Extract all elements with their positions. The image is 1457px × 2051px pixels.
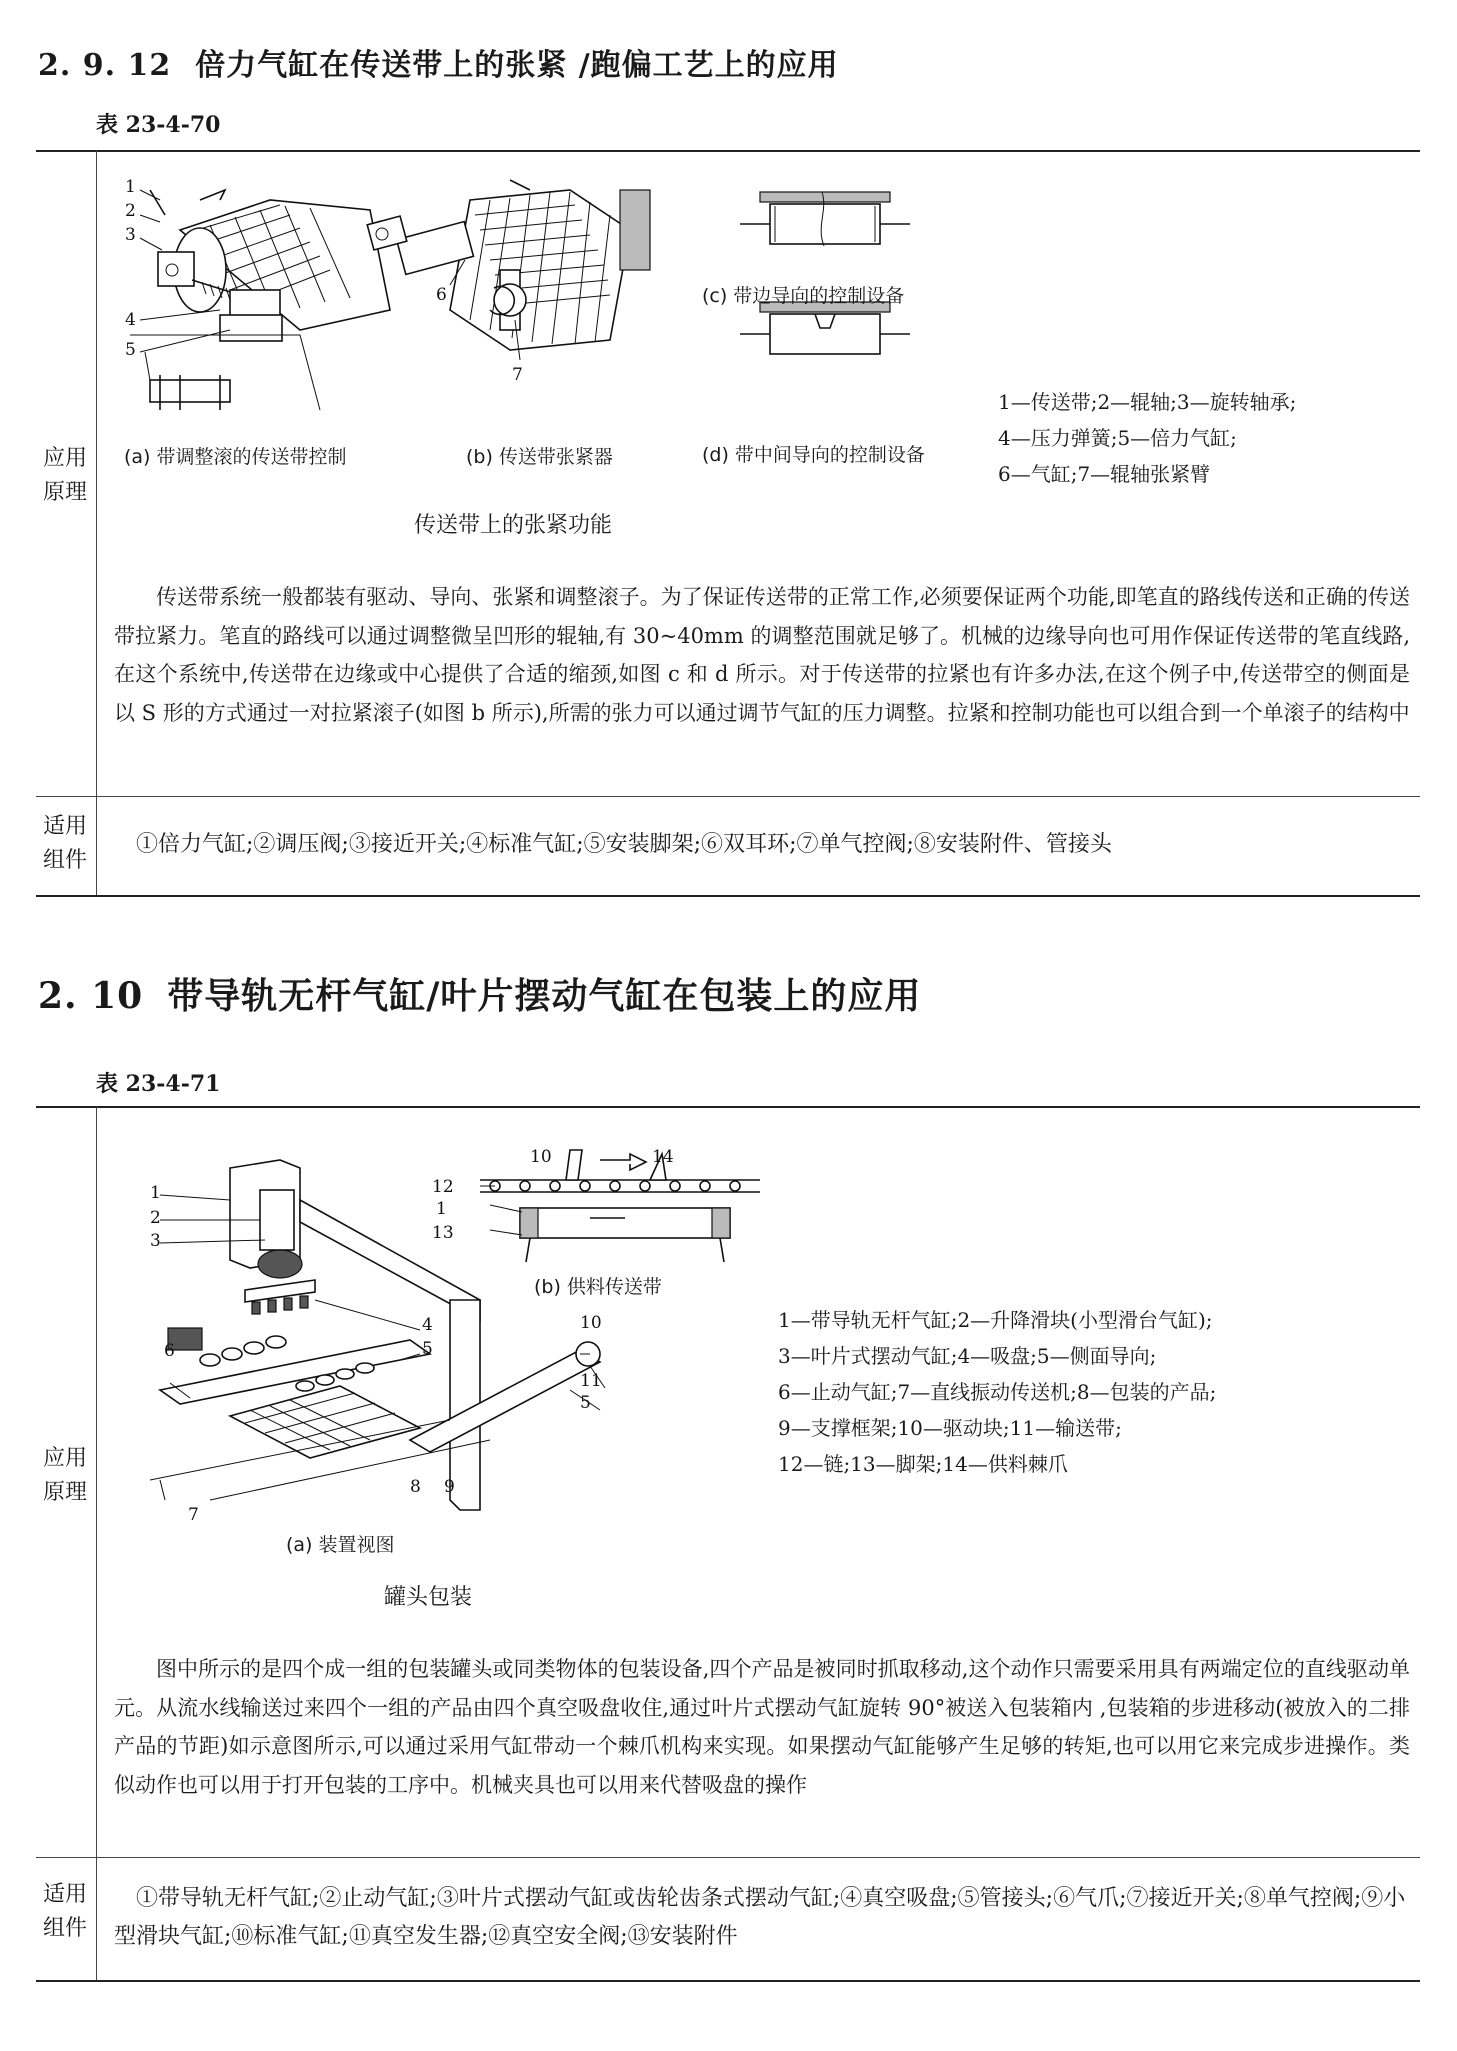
fig-a2-num-4: 4 [422, 1315, 433, 1335]
table-1-principle-label: 应用 原理 [42, 446, 87, 505]
legend-2-line-3: 6—止动气缸;7—直线振动传送机;8—包装的产品; [778, 1380, 1217, 1404]
fig-b-drawing [367, 180, 650, 385]
fig-b2-num-14: 14 [652, 1147, 674, 1167]
fig-a-drawing [125, 177, 390, 410]
fig-a-caption: (a) 带调整滚的传送带控制 [124, 446, 347, 468]
figure-1-legend [998, 384, 1296, 492]
fig-a2-num-10: 10 [580, 1313, 602, 1333]
table-2-column-divider [96, 1107, 97, 1980]
section-2-number: 2. 10 [38, 975, 144, 1017]
table-1-top-rule [36, 150, 1420, 152]
fig-b2-num-1: 1 [436, 1199, 447, 1219]
fig-a-num-5: 5 [125, 340, 136, 360]
table-2-components-label: 适用 组件 [42, 1882, 87, 1941]
fig-b2-num-13: 13 [432, 1223, 454, 1243]
figure-2-legend [778, 1302, 1216, 1482]
fig-b-caption: (b) 传送带张紧器 [466, 446, 613, 468]
fig-a2-num-1: 1 [150, 1183, 161, 1203]
fig-a2-caption: (a) 装置视图 [286, 1534, 395, 1556]
fig-a2-num-6: 6 [164, 1341, 175, 1361]
legend-2-line-2: 3—叶片式摆动气缸;4—吸盘;5—侧面导向; [778, 1344, 1157, 1368]
figure-2-title: 罐头包装 [384, 1585, 473, 1610]
table-1-row-divider [36, 796, 1420, 797]
fig-b2-num-10: 10 [530, 1147, 552, 1167]
section-2-title: 带导轨无杆气缸/叶片摆动气缸在包装上的应用 [167, 975, 922, 1017]
fig-b-num-7: 7 [512, 365, 523, 385]
fig-b2-drawing [432, 1147, 760, 1262]
fig-a2-num-5b: 5 [580, 1393, 591, 1413]
legend-1-line-2: 4—压力弹簧;5—倍力气缸; [998, 426, 1237, 450]
fig-c-caption: (c) 带边导向的控制设备 [702, 285, 905, 307]
legend-1-line-1: 1—传送带;2—辊轴;3—旋转轴承; [998, 390, 1297, 414]
fig-a-num-4: 4 [125, 310, 136, 330]
fig-a2-num-2: 2 [150, 1208, 161, 1228]
fig-a-num-2: 2 [125, 201, 136, 221]
table-2-row-divider [36, 1857, 1420, 1858]
legend-2-line-4: 9—支撑框架;10—驱动块;11—输送带; [778, 1416, 1122, 1440]
fig-a2-num-7: 7 [188, 1505, 199, 1520]
fig-a-num-1: 1 [125, 177, 136, 197]
fig-a2-num-8: 8 [410, 1477, 421, 1497]
fig-a2-num-3: 3 [150, 1231, 161, 1251]
conveyor-tension-figure [120, 170, 980, 450]
fig-d-drawing [740, 302, 910, 354]
legend-1-line-3: 6—气缸;7—辊轴张紧臂 [998, 462, 1211, 486]
figure-1-title: 传送带上的张紧功能 [414, 513, 613, 538]
can-packaging-figure [150, 1140, 770, 1520]
table-1-column-divider [96, 151, 97, 895]
section-1-paragraph: 传送带系统一般都装有驱动、导向、张紧和调整滚子。为了保证传送带的正常工作,必须要保证两个功能,即笔直的路线传送和正确的传送带拉紧力。笔直的路线可以通过调整微呈凹形的辊轴,有 30~40mm 的调整范围就足够了。机械的边缘导向也可用作保证传送带的笔直线路,在这个系统中,传送带在边缘或中心提供了合适的缩颈,如图 c 和 d 所示。对于传送带的拉紧也有许多办法,在这个例子中,传送带空的侧面是以 S 形的方式通过一对拉紧滚子(如图 b 所示),所需的张力可以通过调节气缸的压力调整。拉紧和控制功能也可以组合到一个单滚子的结构中 [114, 585, 1410, 725]
section-1-number: 2. 9. 12 [38, 48, 172, 83]
fig-b2-caption: (b) 供料传送带 [534, 1276, 662, 1298]
fig-b-num-6: 6 [436, 285, 447, 305]
table-1-components-label: 适用 组件 [42, 814, 87, 873]
section-1-components: ①倍力气缸;②调压阀;③接近开关;④标准气缸;⑤安装脚架;⑥双耳环;⑦单气控阀;⑧安装附件、管接头 [136, 832, 1112, 857]
fig-d-caption: (d) 带中间导向的控制设备 [702, 444, 925, 466]
section-1-title: 倍力气缸在传送带上的张紧 /跑偏工艺上的应用 [195, 48, 839, 83]
fig-a-num-3: 3 [125, 225, 136, 245]
section-2-paragraph: 图中所示的是四个成一组的包装罐头或同类物体的包装设备,四个产品是被同时抓取移动,这个动作只需要采用具有两端定位的直线驱动单元。从流水线输送过来四个一组的产品由四个真空吸盘收住,通过叶片式摆动气缸旋转 90°被送入包装箱内 ,包装箱的步进移动(被放入的二排产品的节距)如示意图所示,可以通过采用气缸带动一个棘爪机构来实现。如果摆动气缸能够产生足够的转矩,也可以用它来完成步进操作。类似动作也可以用于打开包装的工序中。机械夹具也可以用来代替吸盘的操作 [114, 1657, 1410, 1797]
fig-a2-num-11: 11 [580, 1371, 602, 1391]
table-1-label: 表 23-4-70 [96, 112, 221, 138]
table-2-bottom-rule [36, 1980, 1420, 1982]
section-2-components: ①带导轨无杆气缸;②止动气缸;③叶片式摆动气缸或齿轮齿条式摆动气缸;④真空吸盘;⑤管接头;⑥气爪;⑦接近开关;⑧单气控阀;⑨小型滑块气缸;⑩标准气缸;⑪真空发生器;⑫真空安全阀;⑬安装附件 [114, 1886, 1406, 1949]
fig-a2-num-9: 9 [444, 1477, 455, 1497]
table-2-principle-label: 应用 原理 [42, 1446, 87, 1505]
section-2-heading [38, 968, 921, 1019]
section-1-heading [38, 40, 839, 84]
fig-a2-num-5: 5 [422, 1339, 433, 1359]
table-1-bottom-rule [36, 895, 1420, 897]
table-2-top-rule [36, 1106, 1420, 1108]
fig-b2-num-12: 12 [432, 1177, 454, 1197]
table-2-label: 表 23-4-71 [96, 1071, 221, 1097]
fig-c-drawing [740, 192, 910, 246]
legend-2-line-5: 12—链;13—脚架;14—供料棘爪 [778, 1452, 1068, 1476]
legend-2-line-1: 1—带导轨无杆气缸;2—升降滑块(小型滑台气缸); [778, 1308, 1213, 1332]
